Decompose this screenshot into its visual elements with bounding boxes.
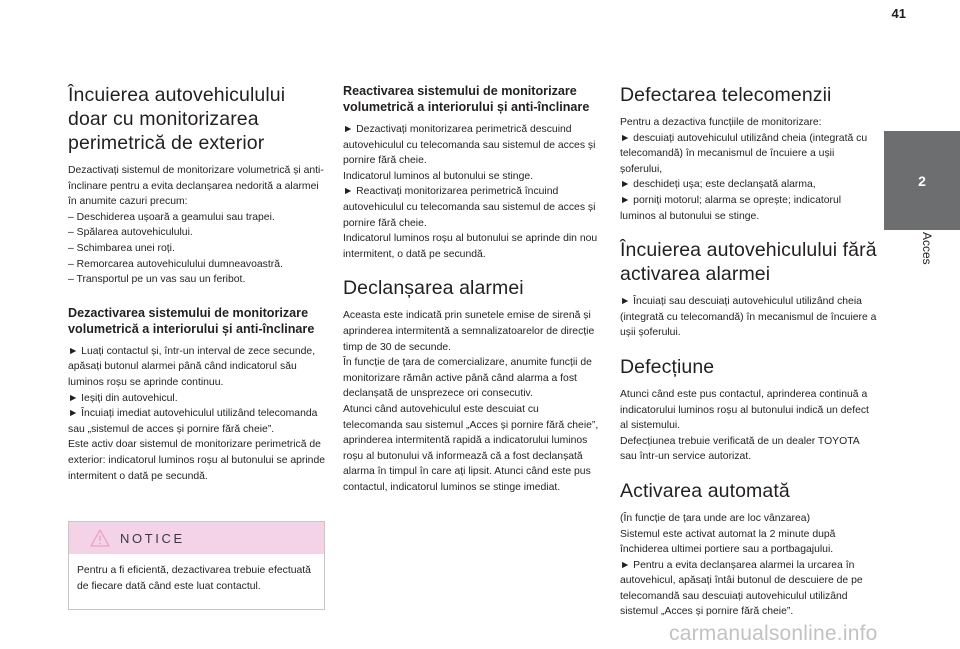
column-middle [343,83,601,495]
section-title-automatic-activation: Activarea automată [620,479,790,502]
column-left [68,83,326,484]
notice-box [68,521,325,610]
section-title-lock-perimetric: Încuierea autovehiculului doar cu monitorizarea perimetrică de exterior [68,84,286,154]
chapter-label: Acces [920,232,934,265]
watermark: carmanualsonline.info [669,622,878,645]
section-body-automatic-activation: (În funcție de țara unde are loc vânzarea) Sistemul este activat automat la 2 minute după închiderea ultimei portiere sau a portbagajului. ► Pentru a evita declanșarea alarmei la urcarea în autovehicul, apăsați întâi butonul de descuiere de pe telecomandă sau descuiați autovehiculul utilizând sistemul „Acces și pornire fără cheie”. [620,512,863,618]
section-title-malfunction: Defecțiune [620,355,715,378]
section-body-lock-perimetric: Dezactivați sistemul de monitorizare volumetrică și anti-înclinare pentru a evita declanșarea nedorită a alarmei în anumite cazuri precum: – Deschiderea ușoară a geamului sau trapei. – Spălarea autovehiculului. – Schimbarea unei roți. – Remorcarea autovehiculului dumneavoastră. – Transportul pe un vas sau un feribot. [68,165,324,286]
section-title-deactivate-volumetric: Dezactivarea sistemului de monitorizare volumetrică a interiorului și anti-înclinare [68,305,315,336]
column-right [620,83,878,620]
section-body-remote-failure: Pentru a dezactiva funcțiile de monitorizare: ► descuiați autovehiculul utilizând cheia (integrată cu telecomandă) în mecanismul de încuiere a ușii șoferului, ► deschideți ușa; este declanșată alarma, ► porniți motorul; alarma se oprește; indicatorul luminos al butonului se stinge. [620,117,868,222]
notice-text: Pentru a fi eficientă, dezactivarea trebuie efectuată de fiecare dată când este luat contactul. [77,565,311,592]
chapter-tab[interactable] [884,131,960,230]
chapter-number: 2 [918,172,926,189]
section-body-alarm-triggering: Aceasta este indicată prin sunetele emise de sirenă și aprinderea intermitentă a semnalizatoarelor de direcție timp de 30 de secunde. În funcție de țara de comercializare, anumite funcții de monitorizare rămân active până când alarma a fost declanșată de unsprezece ori consecutiv. Atunci când autovehiculul este descuiat cu telecomanda sau sistemul „Acces și pornire fără cheie”, aprinderea intermitentă rapidă a indicatorului luminos roșu al butonului vă informează că a fost declanșată alarma în timpul în care ați lipsit. Atunci când este pus contactul, indicatorul luminos se stinge imediat. [343,310,599,493]
notice-title: NOTICE [120,530,185,546]
notice-header [69,522,324,554]
section-body-lock-without-alarm: ► Încuiați sau descuiați autovehiculul utilizând cheia (integrată cu telecomandă) în mecanismul de încuiere a ușii șoferului. [620,296,877,339]
section-body-reactivate-volumetric: ► Dezactivați monitorizarea perimetrică descuind autovehiculul cu telecomanda sau sistemul de acces și pornire fără cheie. Indicatorul luminos al butonului se stinge. ► Reactivați monitorizarea perimetrică încuind autovehiculul cu telecomanda sau sistemul de acces și pornire fără cheie. Indicatorul luminos roșu al butonului se aprinde din nou intermitent, o dată pe secundă. [343,124,598,260]
section-title-remote-failure: Defectarea telecomenzii [620,84,832,106]
section-title-reactivate-volumetric: Reactivarea sistemului de monitorizare volumetrică a interiorului și anti-înclinare [343,84,590,114]
warning-triangle-icon [90,529,110,547]
page-number: 41 [891,6,906,21]
section-body-malfunction: Atunci când este pus contactul, aprinderea continuă a indicatorului luminos roșu al butonului indică un defect al sistemului. Defecțiunea trebuie verificată de un dealer TOYOTA sau într-un service autorizat. [620,388,869,463]
section-title-alarm-triggering: Declanșarea alarmei [343,277,524,300]
section-title-lock-without-alarm: Încuierea autovehiculului fără activarea alarmei [620,239,877,286]
section-body-deactivate-volumetric: ► Luați contactul și, într-un interval de zece secunde, apăsați butonul alarmei până când indicatorul său luminos roșu se aprinde continuu. ► Ieșiți din autovehicul. ► Încuiați imediat autovehiculul utilizând telecomanda sau „sistemul de acces și pornire fără cheie”. Este activ doar sistemul de monitorizare perimetrică de exterior: indicatorul luminos roșu al butonului se aprinde intermitent o dată pe secundă. [68,345,326,482]
